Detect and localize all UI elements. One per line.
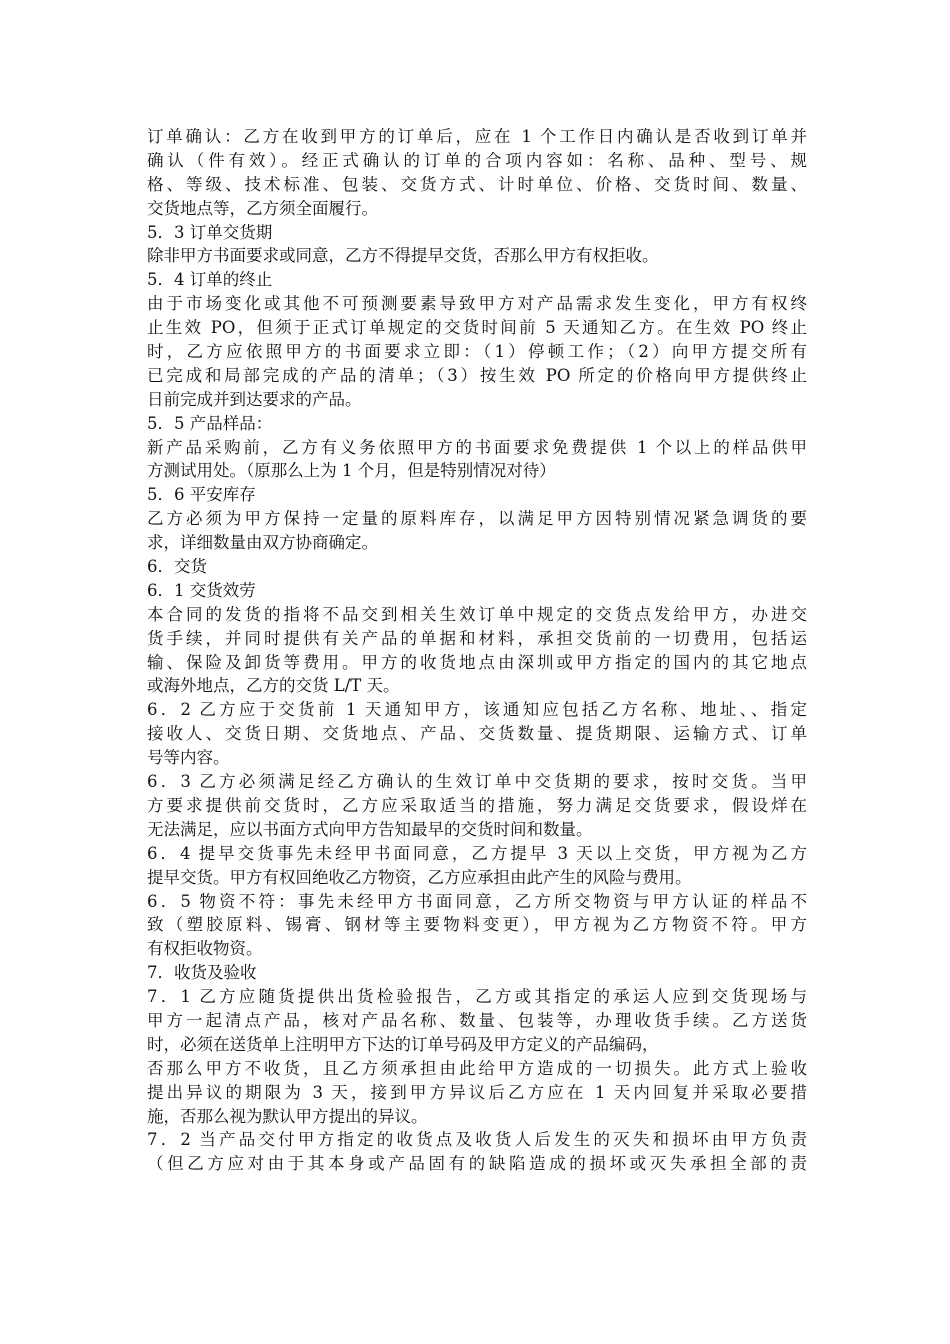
text-line: 提早交货。甲方有权回绝收乙方物资，乙方应承担由此产生的风险与费用。: [147, 867, 692, 887]
text-line: 已完成和局部完成的产品的清单；（3）按生效 PO 所定的价格向甲方提供终止: [147, 365, 807, 385]
text-line: 接收人、交货日期、交货地点、产品、交货数量、提货期限、运输方式、订单: [147, 724, 807, 744]
text-line: 5．5 产品样品：: [147, 413, 273, 433]
text-line: 时，必须在送货单上注明甲方下达的订单号码及甲方定义的产品编码，: [147, 1034, 659, 1054]
text-line: 6．5 物资不符：事先未经甲方书面同意，乙方所交物资与甲方认证的样品不: [147, 891, 807, 911]
text-line: 5．3 订单交货期: [147, 222, 273, 242]
text-line: 或海外地点，乙方的交货 L/T 天。: [147, 676, 400, 696]
text-line: 止生效 PO，但须于正式订单规定的交货时间前 5 天通知乙方。在生效 PO 终止: [147, 318, 807, 338]
text-line: 6．交货: [147, 557, 207, 577]
text-line: 方要求提供前交货时，乙方应采取适当的措施，努力满足交货要求，假设烊在: [147, 795, 807, 815]
text-line: 5．6 平安库存: [147, 485, 256, 505]
text-line: 乙方必须为甲方保持一定量的原料库存，以满足甲方因特别情况紧急调货的要: [147, 509, 807, 529]
text-line: 甲方一起清点产品，核对产品名称、数量、包装等，办理收货手续。乙方送货: [147, 1010, 807, 1030]
text-line: 施，否那么视为默认甲方提出的异议。: [147, 1106, 428, 1126]
text-line: 7．2 当产品交付甲方指定的收货点及收货人后发生的灭失和损坏由甲方负责: [147, 1130, 807, 1150]
text-line: 提出异议的期限为 3 天，接到甲方异议后乙方应在 1 天内回复并采取必要措: [147, 1082, 807, 1102]
text-line: 有权拒收物资。: [147, 939, 263, 959]
text-line: （但乙方应对由于其本身或产品固有的缺陷造成的损坏或灭失承担全部的责: [147, 1154, 807, 1174]
text-line: 6．2 乙方应于交货前 1 天通知甲方，该通知应包括乙方名称、地址、、指定: [147, 700, 807, 720]
text-line: 7．收货及验收: [147, 963, 257, 983]
text-line: 格、等级、技术标准、包装、交货方式、计时单位、价格、交货时间、数量、: [147, 174, 807, 194]
text-line: 6．3 乙方必须满足经乙方确认的生效订单中交货期的要求，按时交货。当甲: [147, 772, 807, 792]
text-line: 号等内容。: [147, 748, 230, 768]
text-line: 7．1 乙方应随货提供出货检验报告，乙方或其指定的承运人应到交货现场与: [147, 987, 807, 1007]
text-line: 订单确认：乙方在收到甲方的订单后，应在 1 个工作日内确认是否收到订单并: [147, 127, 807, 146]
text-line: 日前完成并到达要求的产品。: [147, 389, 362, 409]
text-line: 6．4 提早交货事先未经甲书面同意，乙方提早 3 天以上交货，甲方视为乙方: [147, 843, 807, 863]
text-line: 求，详细数量由双方协商确定。: [147, 533, 378, 553]
text-line: 否那么甲方不收货，且乙方须承担由此给甲方造成的一切损失。此方式上验收: [147, 1058, 807, 1078]
text-line: 无法满足，应以书面方式向甲方告知最早的交货时间和数量。: [147, 819, 593, 839]
text-line: 新产品采购前，乙方有义务依照甲方的书面要求免费提供 1 个以上的样品供甲: [147, 437, 807, 457]
text-line: 5．4 订单的终止: [147, 270, 273, 290]
text-line: 由于市场变化或其他不可预测要素导致甲方对产品需求发生变化，甲方有权终: [147, 294, 807, 314]
text-line: 时，乙方应依照甲方的书面要求立即：（1）停顿工作；（2）向甲方提交所有: [147, 342, 807, 362]
text-line: 本合同的发货的指将不品交到相关生效订单中规定的交货点发给甲方，办进交: [147, 604, 807, 624]
text-line: 确认（件有效）。经正式确认的订单的合项内容如：名称、品种、型号、规: [147, 150, 807, 170]
text-line: 致（塑胶原料、锡膏、钢材等主要物料变更），甲方视为乙方物资不符。甲方: [147, 915, 807, 935]
text-line: 方测试用处。（原那么上为 1 个月，但是特别情况对待）: [147, 461, 556, 481]
text-line: 输、保险及卸货等费用。甲方的收货地点由深圳或甲方指定的国内的其它地点: [147, 652, 807, 672]
text-line: 除非甲方书面要求或同意，乙方不得提早交货，否那么甲方有权拒收。: [147, 246, 659, 266]
text-line: 6．1 交货效劳: [147, 580, 256, 600]
text-line: 货手续，并同时提供有关产品的单据和材料，承担交货前的一切费用，包括运: [147, 628, 807, 648]
document-body: [147, 125, 807, 1176]
text-line: 交货地点等，乙方须全面履行。: [147, 198, 378, 218]
